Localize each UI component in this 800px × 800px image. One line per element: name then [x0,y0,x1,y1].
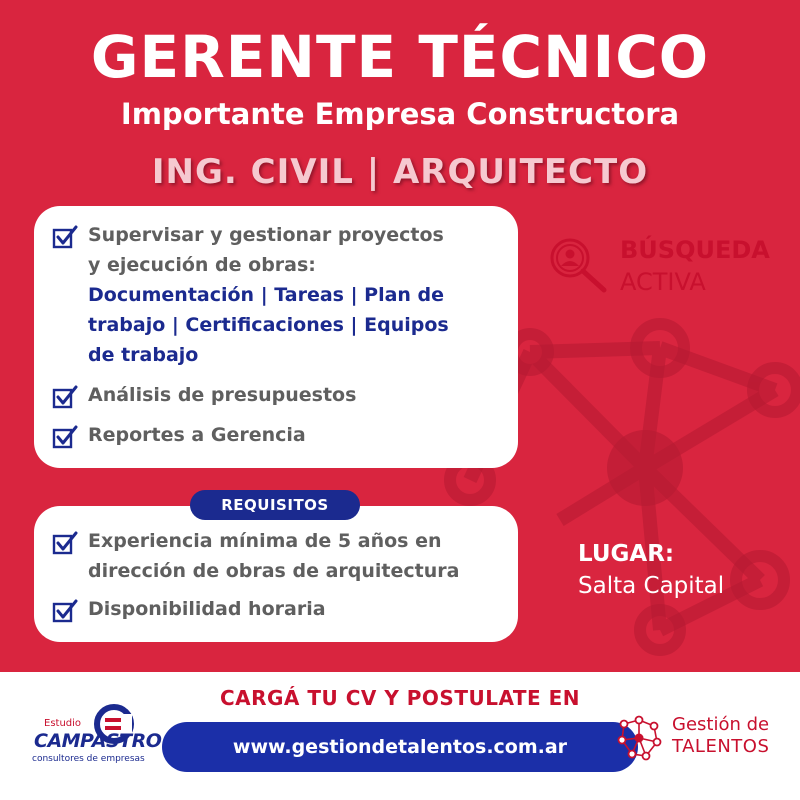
job-title: GERENTE TÉCNICO [90,23,710,91]
task-item-supervise [52,220,449,370]
gestion-talentos-logo [614,710,790,770]
checkbox-check-icon [52,424,78,450]
task-item-reports [52,420,306,450]
gestion-text-bottom: TALENTOS [672,736,770,757]
task-detail-line: Documentación | Tareas | Plan de [88,284,445,306]
checkbox-check-icon [52,224,78,250]
person-search-icon [546,234,616,294]
location-value: Salta Capital [578,573,725,599]
task-text-line: Supervisar y gestionar proyectos [88,224,444,246]
company-subtitle: Importante Empresa Constructora [120,97,680,131]
campastro-tagline-text: consultores de empresas [32,754,145,764]
gestion-text-top: Gestión de [672,714,770,735]
checkbox-check-icon [52,384,78,410]
requirement-item-availability [52,594,326,624]
campastro-logo [14,704,162,774]
task-text: Análisis de presupuestos [88,384,357,406]
call-to-action: CARGÁ TU CV Y POSTULATE EN [219,686,581,710]
requirements-card [34,506,518,642]
campastro-name-text: CAMPASTRO [34,730,162,752]
tasks-card [34,206,518,468]
search-status-subtitle: ACTIVA [620,268,706,296]
location-label: LUGAR: [578,541,675,567]
requirements-badge: REQUISITOS [190,490,360,520]
requirement-text-line: Experiencia mínima de 5 años en [88,530,442,552]
task-text-line: y ejecución de obras: [88,254,316,276]
checkbox-check-icon [52,530,78,556]
website-link-button[interactable]: www.gestiondetalentos.com.ar [162,722,638,772]
requirement-text-line: dirección de obras de arquitectura [88,560,460,582]
campastro-estudio-text: Estudio [44,718,82,729]
profession-line: ING. CIVIL | ARQUITECTO [151,152,649,192]
task-item-budget [52,380,356,410]
network-brain-icon [614,712,664,764]
task-text: Reportes a Gerencia [88,424,306,446]
task-detail-line: trabajo | Certificaciones | Equipos [88,314,449,336]
task-detail-line: de trabajo [88,344,199,366]
search-status-title: BÚSQUEDA [620,236,770,264]
checkbox-check-icon [52,598,78,624]
requirement-text: Disponibilidad horaria [88,598,326,620]
requirement-item-experience [52,526,459,586]
